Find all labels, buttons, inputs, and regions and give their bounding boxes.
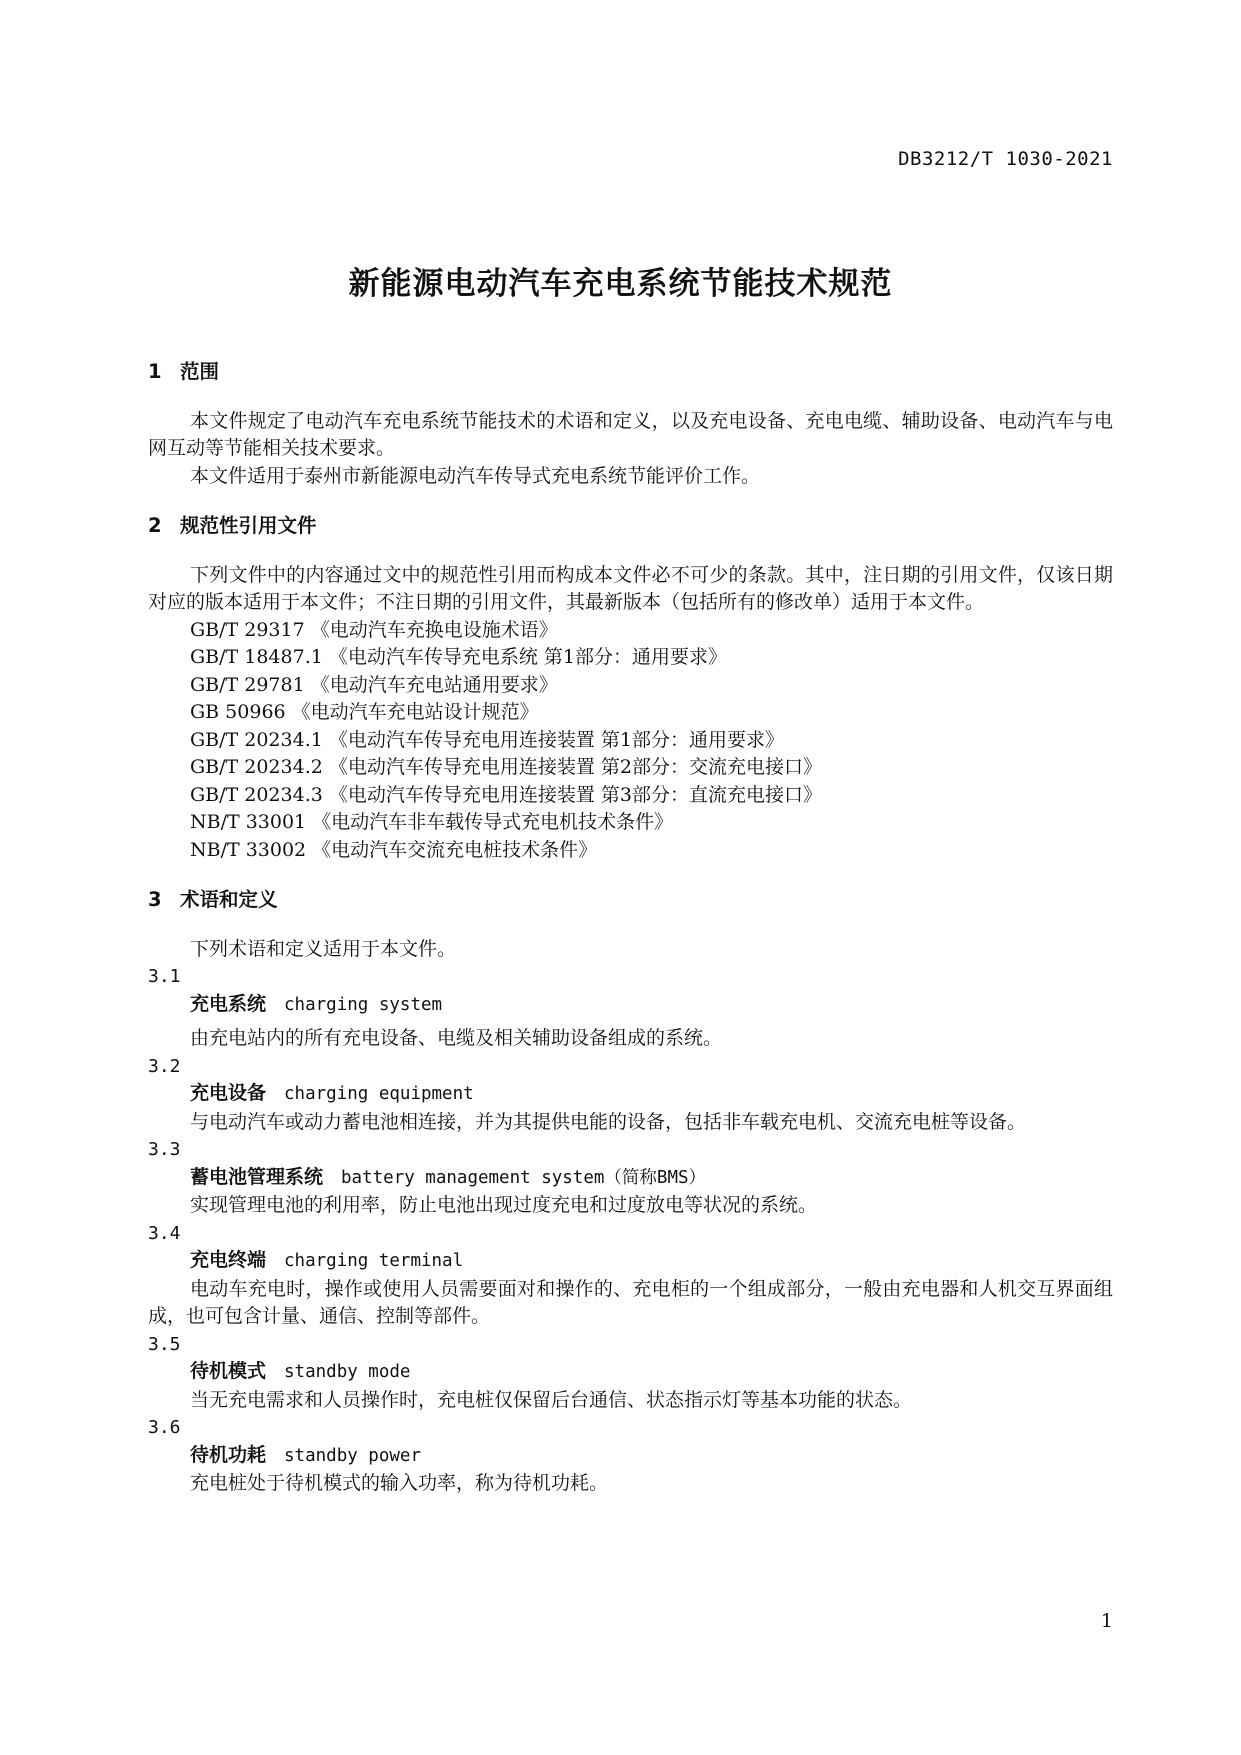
term-definition: 当无充电需求和人员操作时，充电桩仅保留后台通信、状态指示灯等基本功能的状态。 <box>190 1388 913 1411</box>
section-title: 范围 <box>180 360 220 383</box>
term-en: charging equipment <box>284 1084 474 1104</box>
term-name <box>148 1442 1113 1471</box>
section-number: 2 <box>148 514 162 537</box>
term-definition: 充电桩处于待机模式的输入功率，称为待机功耗。 <box>190 1472 609 1494</box>
term-name <box>148 991 1113 1020</box>
term-en: standby power <box>284 1445 421 1466</box>
document-title: 新能源电动汽车充电系统节能技术规范 <box>348 266 893 302</box>
term-en: battery management system（简称BMS） <box>341 1167 707 1188</box>
page-number: 1 <box>1100 1610 1113 1632</box>
term-zh: 充电终端 <box>190 1249 267 1271</box>
term-number: 3.1 <box>148 966 181 987</box>
term-name <box>148 1164 1113 1193</box>
reference-item: GB/T 20234.3 《电动汽车传导充电用连接装置 第3部分：直流充电接口》 <box>190 783 822 806</box>
term-definition: 与电动汽车或动力蓄电池相连接，并为其提供电能的设备，包括非车载充电机、交流充电桩等设备。 <box>190 1110 1027 1133</box>
term-number: 3.2 <box>148 1055 181 1077</box>
section-heading-normative-references <box>148 512 1113 540</box>
document-body <box>148 358 1113 1498</box>
term-number: 3.3 <box>148 1139 181 1160</box>
term-definition: 由充电站内的所有充电设备、电缆及相关辅助设备组成的系统。 <box>190 1027 723 1049</box>
term-name <box>148 1080 1113 1109</box>
term-zh: 充电系统 <box>190 992 267 1015</box>
reference-item: GB/T 20234.1 《电动汽车传导充电用连接装置 第1部分：通用要求》 <box>190 728 784 751</box>
section-title: 术语和定义 <box>180 888 278 911</box>
section-heading-scope <box>148 358 1113 386</box>
term-definition: 电动车充电时，操作或使用人员需要面对和操作的、充电柜的一个组成部分，一般由充电器和人机交互界面组成，也可包含计量、通信、控制等部件。 <box>148 1277 1113 1327</box>
section-heading-terms-definitions <box>148 886 1113 914</box>
reference-item: GB/T 20234.2 《电动汽车传导充电用连接装置 第2部分：交流充电接口》 <box>190 756 822 778</box>
term-name <box>148 1358 1113 1387</box>
reference-item: GB/T 29781 《电动汽车充电站通用要求》 <box>190 673 558 696</box>
term-number: 3.6 <box>148 1417 181 1438</box>
paragraph: 下列文件中的内容通过文中的规范性引用而构成本文件必不可少的条款。其中，注日期的引用文件，仅该日期对应的版本适用于本文件；不注日期的引用文件，其最新版本（包括所有的修改单）适用于本文件。 <box>148 563 1113 613</box>
paragraph: 本文件适用于泰州市新能源电动汽车传导式充电系统节能评价工作。 <box>190 464 761 487</box>
term-name <box>148 1247 1113 1276</box>
term-en: charging terminal <box>284 1251 464 1271</box>
section-number: 3 <box>148 888 162 911</box>
reference-item: GB/T 18487.1 《电动汽车传导充电系统 第1部分：通用要求》 <box>190 646 727 668</box>
reference-item: GB 50966 《电动汽车充电站设计规范》 <box>190 701 539 723</box>
reference-item: GB/T 29317 《电动汽车充换电设施术语》 <box>190 618 558 641</box>
reference-item: NB/T 33001 《电动汽车非车载传导式充电机技术条件》 <box>190 811 674 833</box>
term-zh: 待机功耗 <box>190 1443 267 1466</box>
term-zh: 蓄电池管理系统 <box>190 1165 324 1188</box>
document-code: DB3212/T 1030-2021 <box>898 148 1113 170</box>
paragraph: 本文件规定了电动汽车充电系统节能技术的术语和定义，以及充电设备、充电电缆、辅助设备、电动汽车与电网互动等节能相关技术要求。 <box>148 409 1113 459</box>
section-title: 规范性引用文件 <box>180 514 317 537</box>
term-number: 3.5 <box>148 1333 181 1355</box>
term-en: standby mode <box>284 1362 411 1382</box>
section-number: 1 <box>148 360 162 383</box>
term-number: 3.4 <box>148 1222 181 1244</box>
reference-item: NB/T 33002 《电动汽车交流充电桩技术条件》 <box>190 838 598 861</box>
term-en: charging system <box>284 994 443 1015</box>
paragraph: 下列术语和定义适用于本文件。 <box>190 937 457 960</box>
term-zh: 充电设备 <box>190 1082 267 1104</box>
term-zh: 待机模式 <box>190 1360 267 1382</box>
term-definition: 实现管理电池的利用率，防止电池出现过度充电和过度放电等状况的系统。 <box>190 1194 818 1216</box>
